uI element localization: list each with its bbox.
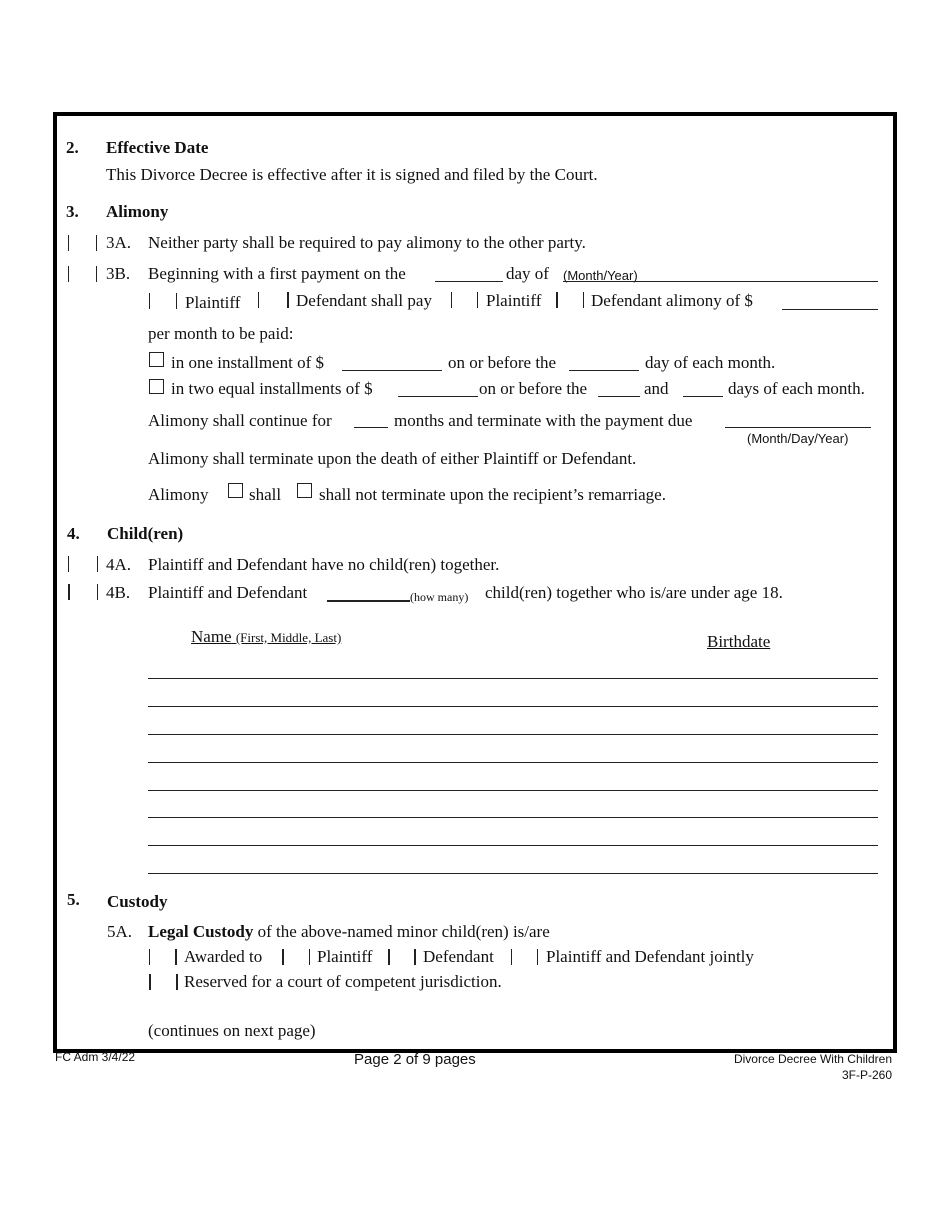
checkbox-right <box>309 949 310 965</box>
custody-jointly-label: Plaintiff and Defendant jointly <box>546 947 754 966</box>
months-field[interactable] <box>354 427 388 428</box>
item-3a-label: 3A. <box>106 233 132 252</box>
terminate-death-text: Alimony shall terminate upon the death of either Plaintiff or Defendant. <box>148 449 637 468</box>
section-3-title: Alimony <box>106 202 169 221</box>
two-installments-text: in two equal installments of $ <box>171 379 373 398</box>
child-row-line[interactable] <box>148 817 878 818</box>
item-3a-text: Neither party shall be required to pay alimony to the other party. <box>148 233 586 252</box>
item-5a-text <box>148 922 550 942</box>
section-5-title: Custody <box>107 892 168 911</box>
checkbox-4b-right <box>97 584 98 600</box>
checkbox-3b-left <box>68 266 69 282</box>
month-year-hint: (Month/Year) <box>563 268 638 283</box>
item-5a-label: 5A. <box>107 922 133 941</box>
one-installment-day-field[interactable] <box>569 370 639 371</box>
checkbox-left <box>511 949 512 965</box>
child-row-line[interactable] <box>148 678 878 679</box>
item-4a-text: Plaintiff and Defendant have no child(ren) together. <box>148 555 500 574</box>
checkbox-4a-left <box>68 556 69 572</box>
footer-form-id: FC Adm 3/4/22 <box>55 1050 136 1064</box>
legal-custody-text: of the above-named minor child(ren) is/are <box>257 922 550 941</box>
checkbox-left <box>258 292 259 308</box>
checkbox-right <box>287 292 289 308</box>
checkbox-right <box>583 292 584 308</box>
section-2-number: 2. <box>66 138 79 157</box>
checkbox-left <box>451 292 452 308</box>
two-installments-day1-field[interactable] <box>598 396 640 397</box>
section-5-number: 5. <box>67 890 80 909</box>
footer-form-code: 3F-P-260 <box>841 1068 892 1082</box>
per-month-text: per month to be paid: <box>148 324 294 343</box>
child-row-line[interactable] <box>148 790 878 791</box>
item-4a-label: 4A. <box>106 555 132 574</box>
continue-for-text: Alimony shall continue for <box>148 411 332 430</box>
item-4b-text-2: child(ren) together who is/are under age 18. <box>485 583 783 602</box>
two-installments-and: and <box>644 379 669 398</box>
checkbox-right <box>477 292 478 308</box>
payer-plaintiff-label: Plaintiff <box>185 293 241 312</box>
checkbox-one-installment[interactable] <box>149 352 164 367</box>
checkbox-right <box>175 949 177 965</box>
continues-text: (continues on next page) <box>148 1021 316 1040</box>
section-4-number: 4. <box>67 524 80 543</box>
awarded-to-label: Awarded to <box>184 947 263 966</box>
two-installments-amount-field[interactable] <box>398 396 478 397</box>
name-header-text: Name <box>191 627 232 646</box>
two-installments-on-or-before: on or before the <box>479 379 588 398</box>
checkbox-right <box>176 293 177 309</box>
months-terminate-text: months and terminate with the payment due <box>394 411 693 430</box>
checkbox-left <box>556 292 558 308</box>
item-3b-label: 3B. <box>106 264 131 283</box>
first-payment-month-year-field[interactable] <box>563 281 878 282</box>
footer-form-title: Divorce Decree With Children <box>733 1052 892 1066</box>
checkbox-left <box>149 949 150 965</box>
custody-plaintiff-label: Plaintiff <box>317 947 373 966</box>
checkbox-shall-not-terminate[interactable] <box>297 483 312 498</box>
one-installment-on-or-before: on or before the <box>448 353 557 372</box>
checkbox-left <box>282 949 284 965</box>
checkbox-3a-right <box>96 235 97 251</box>
child-row-line[interactable] <box>148 762 878 763</box>
item-4b-label: 4B. <box>106 583 131 602</box>
two-installments-days-each: days of each month. <box>728 379 865 398</box>
name-header-sub: (First, Middle, Last) <box>235 630 342 645</box>
child-row-line[interactable] <box>148 706 878 707</box>
how-many-hint: (how many) <box>410 590 469 604</box>
section-2-title: Effective Date <box>106 138 209 157</box>
child-row-line[interactable] <box>148 873 878 874</box>
checkbox-two-installments[interactable] <box>149 379 164 394</box>
reserved-label: Reserved for a court of competent jurisdiction. <box>184 972 502 991</box>
children-count-field[interactable] <box>327 600 410 602</box>
checkbox-right <box>176 974 178 990</box>
remarriage-alimony-word: Alimony <box>148 485 209 504</box>
one-installment-text: in one installment of $ <box>171 353 324 372</box>
children-name-header <box>191 627 341 648</box>
item-4b-text: Plaintiff and Defendant <box>148 583 308 602</box>
day-of-text: day of <box>506 264 549 283</box>
custody-defendant-label: Defendant <box>423 947 494 966</box>
checkbox-3b-right <box>96 266 97 282</box>
footer-page-number: Page 2 of 9 pages <box>354 1051 476 1068</box>
item-3b-text: Beginning with a first payment on the <box>148 264 406 283</box>
children-birthdate-header: Birthdate <box>707 632 771 651</box>
payee-plaintiff-label: Plaintiff <box>486 291 542 310</box>
one-installment-amount-field[interactable] <box>342 370 442 371</box>
section-3-number: 3. <box>66 202 79 221</box>
section-4-title: Child(ren) <box>107 524 184 543</box>
checkbox-shall-terminate[interactable] <box>228 483 243 498</box>
checkbox-left <box>149 974 151 990</box>
shall-label: shall <box>249 485 282 504</box>
payer-defendant-label: Defendant shall pay <box>296 291 432 310</box>
first-payment-day-field[interactable] <box>435 281 503 282</box>
checkbox-4a-right <box>97 556 98 572</box>
alimony-amount-field[interactable] <box>782 309 878 310</box>
final-payment-date-field[interactable] <box>725 427 871 428</box>
checkbox-right <box>537 949 538 965</box>
month-day-year-hint: (Month/Day/Year) <box>747 431 849 446</box>
checkbox-left <box>149 293 150 309</box>
payee-defendant-label: Defendant alimony of $ <box>591 291 753 310</box>
one-installment-day-each: day of each month. <box>645 353 776 372</box>
child-row-line[interactable] <box>148 734 878 735</box>
checkbox-right <box>414 949 416 965</box>
section-2-text: This Divorce Decree is effective after it is signed and filed by the Court. <box>106 165 598 184</box>
checkbox-3a-left <box>68 235 69 251</box>
child-row-line[interactable] <box>148 845 878 846</box>
checkbox-4b-left <box>68 584 70 600</box>
two-installments-day2-field[interactable] <box>683 396 723 397</box>
checkbox-left <box>388 949 390 965</box>
shall-not-label: shall not terminate upon the recipient’s remarriage. <box>319 485 666 504</box>
legal-custody-bold: Legal Custody <box>148 922 254 941</box>
